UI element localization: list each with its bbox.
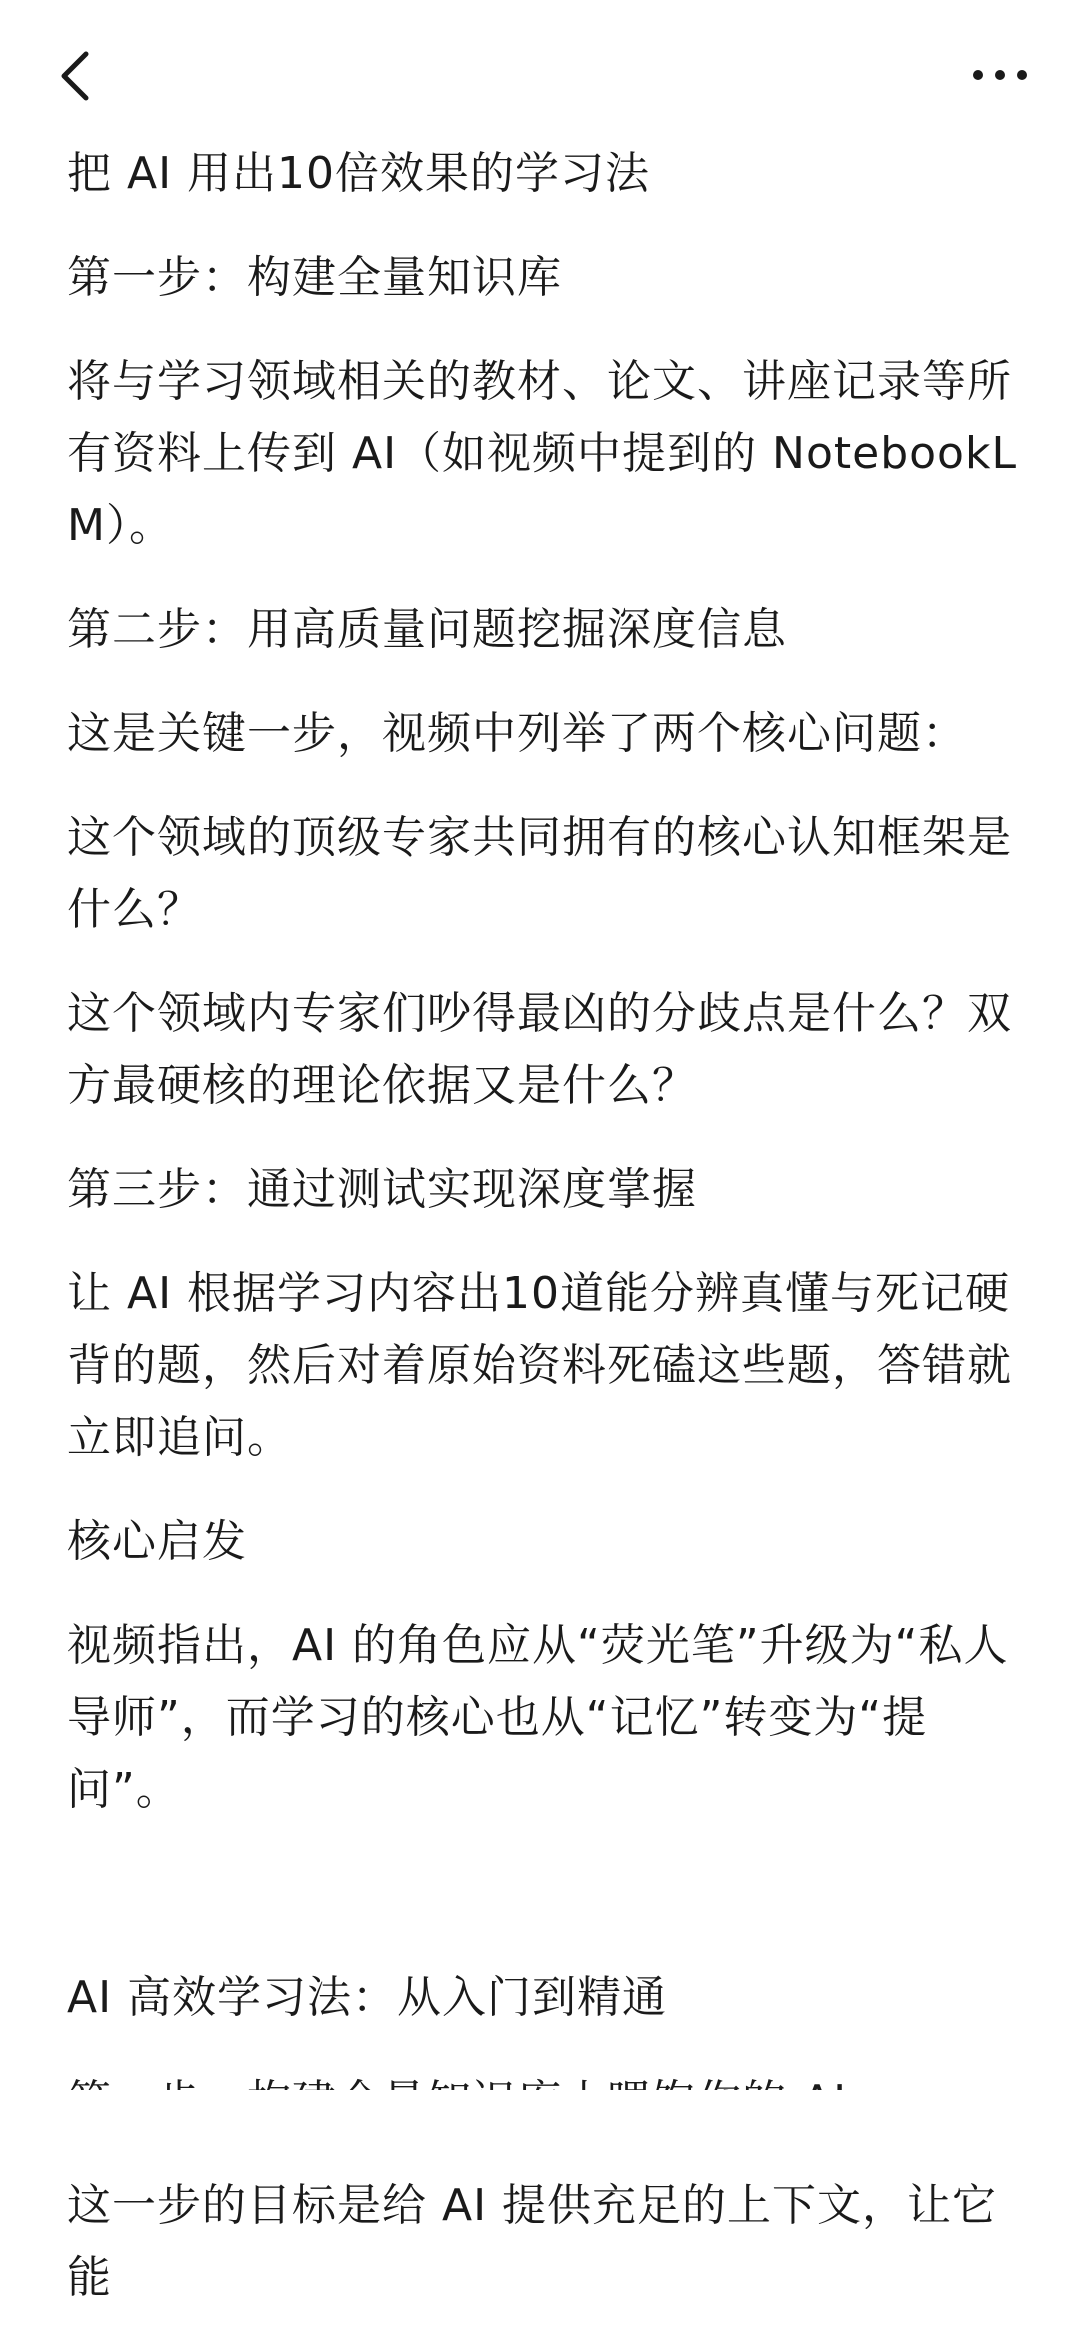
step-heading: 第三步：通过测试实现深度掌握: [67, 1164, 697, 1215]
bottom-fade: [0, 2090, 1080, 2125]
paragraph: 视频指出，AI 的角色应从“荧光笔”升级为“私人导师”，而学习的核心也从“记忆”转变为“提问”。: [67, 1620, 1009, 1815]
step-heading: 第一步：构建全量知识库: [67, 252, 562, 303]
step-heading: 第二步：用高质量问题挖掘深度信息: [67, 604, 787, 655]
top-navigation-bar: [0, 0, 1080, 150]
paragraph: 将与学习领域相关的教材、论文、讲座记录等所有资料上传到 AI（如视频中提到的 NotebookLM）。: [67, 356, 1017, 551]
chevron-left-icon: [52, 44, 102, 108]
blank-line: [67, 1858, 1027, 1962]
paragraph: 让 AI 根据学习内容出10道能分辨真懂与死记硬背的题，然后对着原始资料死磕这些题，答错就立即追问。: [67, 1268, 1012, 1463]
section-heading: 核心启发: [67, 1516, 247, 1567]
paragraph: 这一步的目标是给 AI 提供充足的上下文，让它能: [67, 2180, 998, 2303]
back-button[interactable]: [52, 44, 102, 108]
article-body: [67, 138, 1027, 2346]
paragraph: 这是关键一步，视频中列举了两个核心问题：: [67, 708, 967, 759]
section-heading: AI 高效学习法：从入门到精通: [67, 1972, 668, 2023]
question-item: 这个领域的顶级专家共同拥有的核心认知框架是什么？: [67, 812, 1012, 935]
more-horizontal-icon: [970, 60, 1030, 90]
question-item: 这个领域内专家们吵得最凶的分歧点是什么？双方最硬核的理论依据又是什么？: [67, 988, 1012, 1111]
article-title: 把 AI 用出10倍效果的学习法: [67, 148, 651, 199]
more-options-button[interactable]: [970, 60, 1030, 90]
